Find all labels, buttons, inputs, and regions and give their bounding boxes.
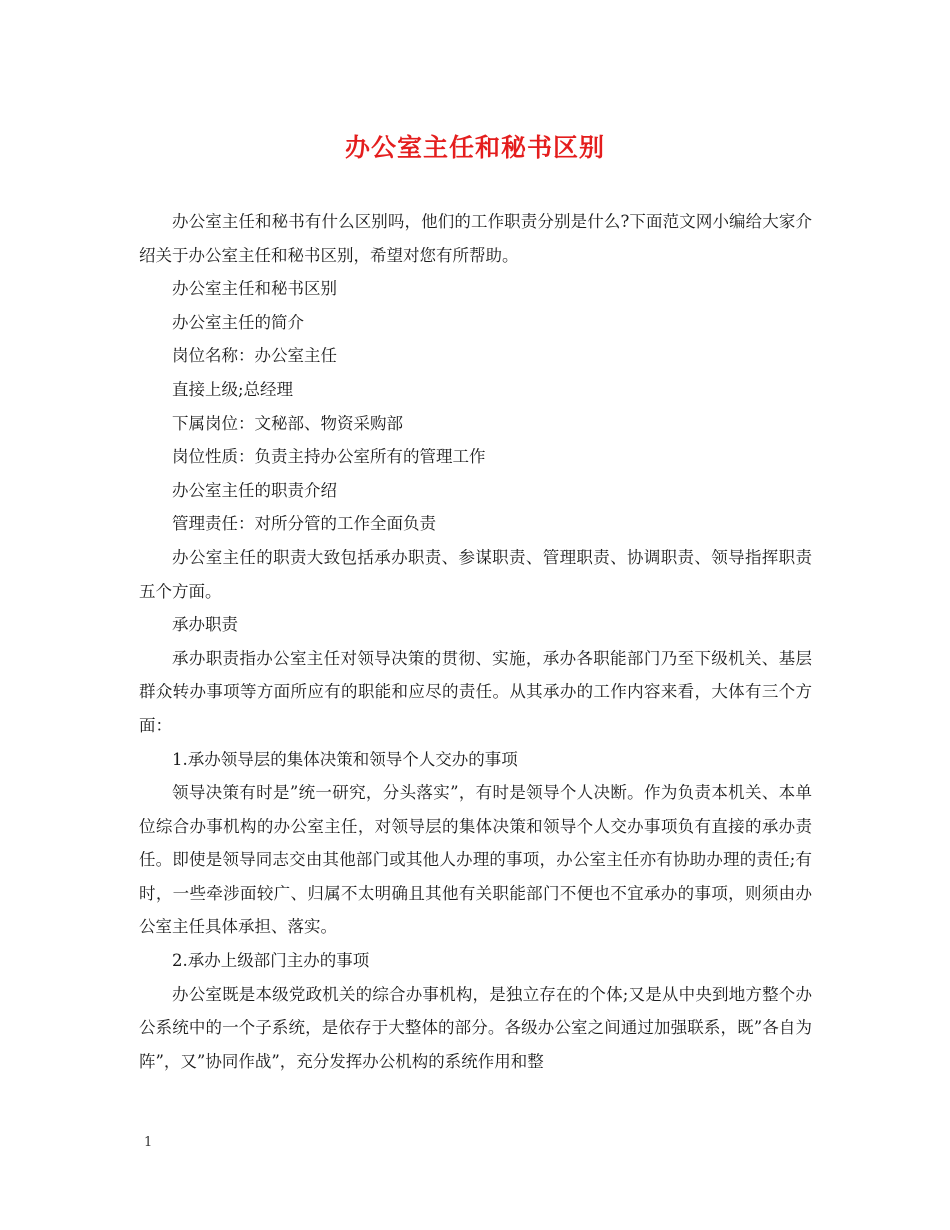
paragraph-intro: 办公室主任和秘书有什么区别吗，他们的工作职责分别是什么?下面范文网小编给大家介绍关于办公室主任和秘书区别，希望对您有所帮助。 — [139, 212, 812, 265]
paragraph-undertaking-description: 承办职责指办公室主任对领导决策的贯彻、实施，承办各职能部门乃至下级机关、基层群众转办事项等方面所应有的职能和应尽的责任。从其承办的工作内容来看，大体有三个方面： — [139, 648, 812, 735]
paragraph-duties-heading: 办公室主任的职责介绍 — [172, 480, 337, 500]
paragraph-item-2-heading: 2.承办上级部门主办的事项 — [172, 951, 370, 971]
paragraph-item-1-body: 领导决策有时是”统一研究，分头落实”，有时是领导个人决断。作为负责本机关、本单位综合办事机构的办公室主任，对领导层的集体决策和领导个人交办事项负有直接的承办责任。即使是领导同志交由其他部门或其他人办理的事项，办公室主任亦有协助办理的责任;有时，一些牵涉面较广、归属不太明确且其他有关职能部门不便也不宜承办的事项，则须由办公室主任具体承担、落实。 — [139, 783, 812, 937]
paragraph-item-2-body: 办公室既是本级党政机关的综合办事机构，是独立存在的个体;又是从中央到地方整个办公系统中的一个子系统，是依存于大整体的部分。各级办公室之间通过加强联系，既”各自为阵”，又”协同作战”，充分发挥办公机构的系统作用和整 — [139, 984, 812, 1071]
paragraph-undertaking-heading: 承办职责 — [172, 615, 238, 635]
paragraph-direct-superior: 直接上级;总经理 — [172, 379, 294, 399]
page-number: 1 — [144, 1135, 153, 1150]
paragraph-subordinates: 下属岗位：文秘部、物资采购部 — [172, 413, 403, 433]
document-title: 办公室主任和秘书区别 — [344, 133, 605, 162]
paragraph-subtitle: 办公室主任和秘书区别 — [172, 279, 337, 299]
paragraph-section-intro: 办公室主任的简介 — [172, 312, 304, 332]
paragraph-position-name: 岗位名称：办公室主任 — [172, 346, 337, 366]
paragraph-item-1-heading: 1.承办领导层的集体决策和领导个人交办的事项 — [172, 749, 518, 769]
paragraph-duties-summary: 办公室主任的职责大致包括承办职责、参谋职责、管理职责、协调职责、领导指挥职责五个方面。 — [139, 547, 812, 601]
paragraph-management-responsibility: 管理责任：对所分管的工作全面负责 — [172, 514, 436, 534]
paragraph-position-nature: 岗位性质：负责主持办公室所有的管理工作 — [172, 447, 486, 467]
document-body — [139, 205, 812, 1078]
